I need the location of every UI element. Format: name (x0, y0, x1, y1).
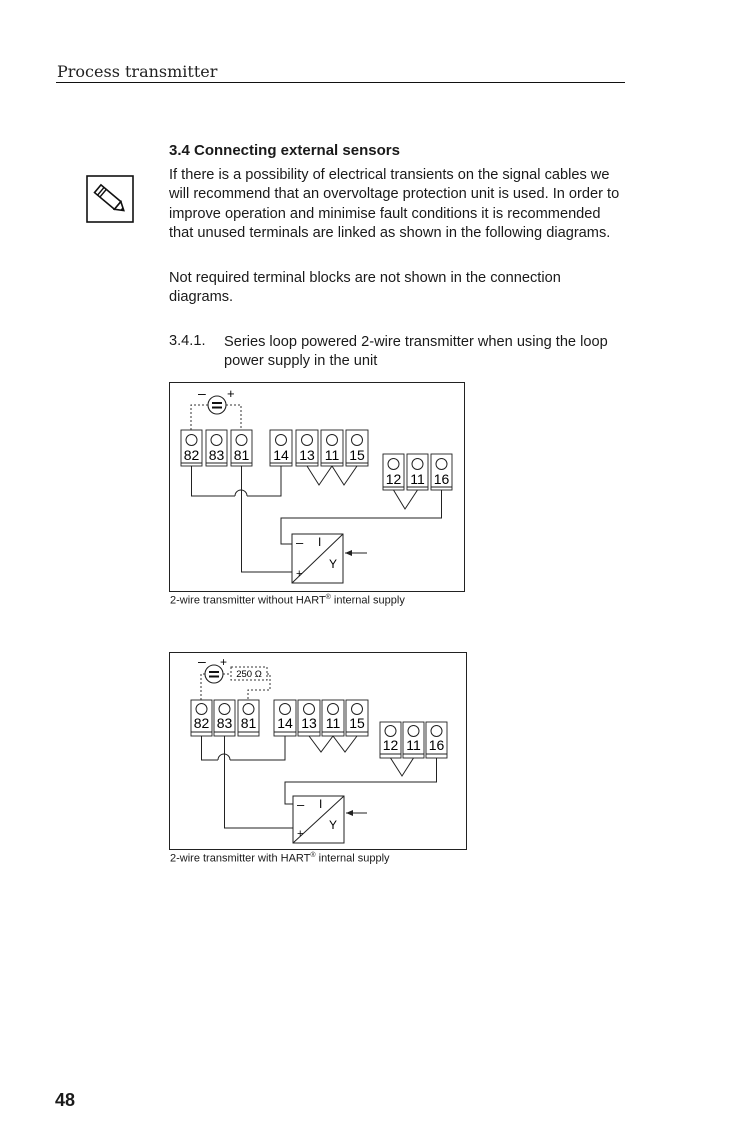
svg-text:–: – (296, 535, 304, 550)
wiring-diagram-without-hart (169, 382, 466, 594)
terminal-15 (346, 700, 368, 736)
terminal-81 (231, 430, 252, 466)
svg-text:14: 14 (277, 715, 293, 731)
svg-text:I: I (318, 535, 322, 549)
svg-text:83: 83 (208, 447, 225, 463)
terminal-11b (403, 722, 424, 758)
terminal-14 (270, 430, 292, 466)
terminal-14 (274, 700, 296, 736)
svg-text:+: + (296, 568, 303, 580)
svg-text:15: 15 (349, 715, 365, 731)
svg-text:250 Ω: 250 Ω (236, 669, 262, 680)
terminal-16 (426, 722, 447, 758)
transmitter-block (292, 534, 343, 583)
svg-text:14: 14 (273, 447, 289, 463)
svg-text:Y: Y (329, 557, 338, 571)
svg-text:81: 81 (233, 447, 250, 463)
transmitter-block (293, 796, 344, 843)
terminal-12 (383, 454, 404, 490)
terminal-82 (191, 700, 212, 736)
svg-text:11: 11 (324, 447, 340, 463)
diagram-caption-with-hart: 2-wire transmitter with HART® internal supply (170, 852, 390, 865)
svg-text:11: 11 (325, 715, 341, 731)
intro-paragraph: If there is a possibility of electrical transients on the signal cables we will recommend that an overvoltage protection unit is used. In order to improve operation and minimise fault conditions it is recommended that unused terminals are linked as shown in the following diagrams. (169, 167, 620, 241)
svg-text:82: 82 (193, 715, 210, 731)
terminal-11b (407, 454, 428, 490)
terminal-13 (296, 430, 318, 466)
svg-text:I: I (319, 797, 323, 811)
supply-minus: – (198, 653, 206, 669)
terminal-12 (380, 722, 401, 758)
terminal-82 (181, 430, 202, 466)
svg-text:12: 12 (385, 471, 402, 487)
terminal-13 (298, 700, 320, 736)
svg-text:+: + (297, 828, 304, 840)
page-header-title: Process transmitter (57, 62, 218, 81)
svg-text:15: 15 (349, 447, 365, 463)
terminal-16 (431, 454, 452, 490)
svg-text:13: 13 (301, 715, 317, 731)
note-paragraph: Not required terminal blocks are not shown in the connection diagrams. (169, 270, 561, 306)
pencil-note-icon (86, 175, 134, 223)
section-heading: 3.4 Connecting external sensors (169, 142, 400, 159)
terminal-83 (206, 430, 227, 466)
svg-text:11: 11 (406, 737, 421, 753)
terminal-83 (214, 700, 235, 736)
header-rule (56, 82, 625, 83)
svg-text:81: 81 (240, 715, 257, 731)
wiring-diagram-with-hart (169, 652, 468, 852)
terminal-81 (238, 700, 259, 736)
svg-text:11: 11 (410, 471, 425, 487)
svg-text:82: 82 (183, 447, 200, 463)
svg-text:–: – (297, 797, 305, 812)
page-number: 48 (55, 1090, 76, 1110)
supply-plus: + (227, 386, 235, 401)
supply-plus: + (220, 655, 228, 669)
subsection-number: 3.4.1. (169, 333, 206, 349)
supply-symbol (208, 396, 226, 414)
svg-text:13: 13 (299, 447, 315, 463)
diagram-caption-without-hart: 2-wire transmitter without HART® internal supply (170, 594, 405, 607)
supply-symbol (205, 665, 223, 683)
svg-text:16: 16 (433, 471, 450, 487)
resistor-250-ohm (231, 667, 267, 680)
svg-text:83: 83 (216, 715, 233, 731)
supply-minus: – (198, 385, 206, 401)
svg-text:16: 16 (428, 737, 445, 753)
terminal-11 (322, 700, 344, 736)
terminal-11 (321, 430, 343, 466)
svg-text:Y: Y (329, 818, 338, 832)
terminal-15 (346, 430, 368, 466)
svg-text:12: 12 (382, 737, 399, 753)
subsection-title: Series loop powered 2-wire transmitter when using the loop power supply in the unit (224, 334, 608, 370)
